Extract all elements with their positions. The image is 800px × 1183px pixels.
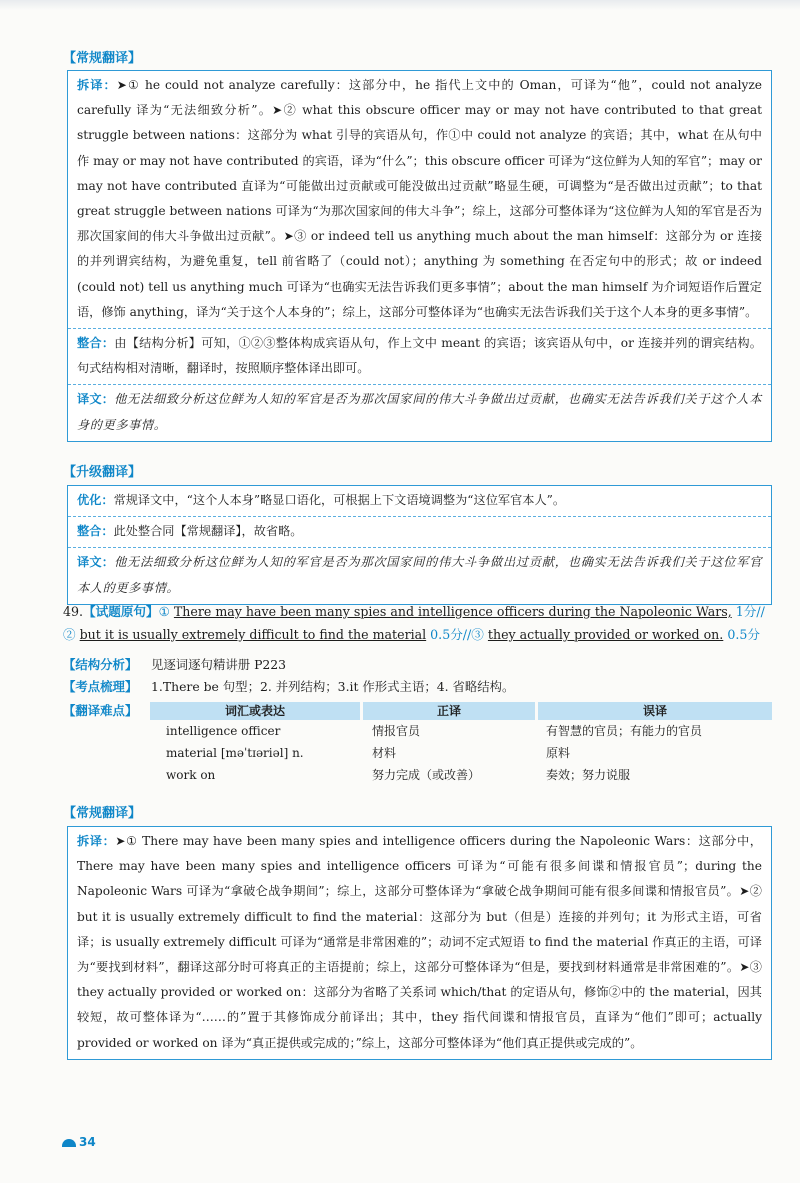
- split-part-1: ➤① There may have been many spies and intelligence officers during the Napoleonic Wars：这部分中，There may have been many spies and intelligence officers 可译为“可能有很多间谍和情报官员”；during the Napoleonic Wars 可译为“拿破仑战争期间”；综上，这部分可整体译为“拿破仑战争期间可能有很多间谍和情报官员”。: [77, 834, 762, 899]
- page-number: [62, 1135, 96, 1149]
- structure-analysis-text: 见逐词逐句精讲册 P223: [151, 657, 287, 672]
- marker-1: ①: [158, 604, 170, 619]
- separator-1: //: [756, 604, 765, 619]
- optimize-row: [68, 486, 771, 517]
- sentence-part-2: but it is usually extremely difficult to find the material: [79, 627, 427, 642]
- regular-translation-box: [67, 70, 772, 442]
- split-part-2: ➤② but it is usually extremely difficult to find the material：这部分为 but（但是）连接的并列句；it 为形式主语，可省译；is usually extremely difficult 可译为“通常是非常困难的”；动词不定式短语 to find the material 作真正的主语，可译为“要找到材料”，翻译这部分时可将真正的主语提前；综上，这部分可整体译为“但是，要找到材料通常是非常困难的”。: [77, 884, 762, 975]
- regular-translation-box-2: [67, 826, 772, 1060]
- correct-cell: 材料: [372, 746, 397, 760]
- correct-cell: 努力完成（或改善）: [372, 768, 481, 782]
- split-translation-row: [68, 71, 771, 329]
- header-expression: 词汇或表达: [224, 704, 285, 718]
- optimize-label: 优化：: [77, 493, 114, 507]
- split-part-3: ➤③ they actually provided or worked on：这部分为省略了关系词 which/that 的定语从句，修饰②中的 the material，因其较短，故可整体译为“……的”置于其修饰成分前译出；其中，they 指代间谍和情报官员，直译为“他们”即可；actually provided or worked on 译为“真正提供或完成的；”综上，这部分可整体译为“他们真正提供或完成的”。: [77, 960, 762, 1050]
- split-part-2: ➤② what this obscure officer may or may not have contributed to that great struggle between nations：这部分为 what 引导的宾语从句，作①中 could not analyze 的宾语；其中，what 在从句中作 may or may not have contributed 的宾语，译为“什么”；this obscure officer 可译为“这位鲜为人知的军官”；may or may not have contributed 直译为“可能做出过贡献或可能没做出过贡献”略显生硬，可调整为“是否做出过贡献”；to that great struggle between nations 可译为“为那次国家间的伟大斗争”；综上，这部分可整体译为“这位鲜为人知的军官是否为那次国家间的伟大斗争做出过贡献”。: [77, 103, 762, 244]
- score-1: 1分: [735, 604, 757, 619]
- split-translation-row: [68, 827, 771, 1059]
- structure-analysis-label: 【结构分析】: [63, 657, 138, 672]
- score-2: 0.5分: [430, 627, 463, 642]
- question-49-original-sentence: [63, 600, 775, 646]
- book-icon: [62, 1139, 76, 1147]
- page-number-text: 34: [79, 1135, 96, 1149]
- marker-3: ③: [471, 627, 484, 642]
- translation-row: [68, 385, 771, 440]
- sentence-part-1: There may have been many spies and intelligence officers during the Napoleonic Wars,: [173, 604, 732, 619]
- wrong-cell: 原料: [546, 746, 571, 760]
- page-top-edge: [0, 0, 800, 10]
- table-row: [150, 764, 772, 786]
- integration-label: 整合：: [77, 524, 114, 539]
- wrong-cell: 奏效；努力说服: [546, 768, 631, 782]
- translation-text: 他无法细致分析这位鲜为人知的军官是否为那次国家间的伟大斗争做出过贡献，也确实无法告诉我们关于这个人本身的更多事情。: [77, 392, 763, 432]
- separator-2: //: [462, 627, 472, 642]
- integration-row: [68, 329, 771, 385]
- vocabulary-table: [150, 702, 772, 786]
- split-label: 拆译：: [77, 834, 116, 848]
- structure-analysis-line: [63, 655, 286, 675]
- sentence-part-3: they actually provided or worked on.: [487, 627, 724, 642]
- integration-label: 整合：: [77, 336, 115, 351]
- expression-cell: intelligence officer: [166, 724, 281, 738]
- section-heading-regular-translation: 【常规翻译】: [63, 51, 142, 66]
- key-points-line: [63, 677, 514, 697]
- key-points-text: 1.There be 句型；2. 并列结构；3.it 作形式主语；4. 省略结构。: [151, 679, 515, 694]
- marker-2: ②: [63, 627, 76, 642]
- difficult-points-label: 【翻译难点】: [63, 703, 138, 718]
- translation-text: 他无法细致分析这位鲜为人知的军官是否为那次国家间的伟大斗争做出过贡献，也确实无法告诉我们关于这位军官本人的更多事情。: [77, 555, 763, 595]
- expression-cell: work on: [166, 768, 216, 782]
- table-row: [150, 742, 772, 764]
- translation-label: 译文：: [77, 392, 115, 407]
- translation-row: [68, 548, 771, 603]
- score-3: 0.5分: [727, 627, 760, 642]
- split-label: 拆译：: [77, 78, 117, 92]
- integration-row: [68, 517, 771, 548]
- expression-cell: material [məˈtɪəriəl] n.: [166, 746, 304, 760]
- correct-cell: 情报官员: [372, 724, 421, 738]
- split-part-3: ➤③ or indeed tell us anything much about the man himself：这部分为 or 连接的并列谓宾结构，为避免重复，tell 前省略了（could not）；anything 为 something 在否定句中的形式；故 or indeed (could not) tell us anything much 可译为“也确实无法告诉我们更多事情”；about the man himself 为介词短语作后置定语，修饰 anything，译为“关于这个人本身的”；综上，这部分可整体译为“也确实无法告诉我们关于这个人本身的更多事情”。: [77, 229, 763, 319]
- optimize-text: 常规译文中，“这个人本身”略显口语化，可根据上下文语境调整为“这位军官本人”。: [113, 493, 566, 507]
- header-correct: 正译: [360, 702, 538, 720]
- integration-text: 此处整合同【常规翻译】，故省略。: [113, 524, 303, 539]
- header-wrong: 误译: [642, 704, 667, 718]
- wrong-cell: 有智慧的官员；有能力的官员: [546, 724, 703, 738]
- table-row: [150, 720, 772, 742]
- key-points-label: 【考点梳理】: [63, 679, 138, 694]
- vocabulary-table-header: [150, 702, 772, 720]
- question-number: 49.: [63, 604, 84, 619]
- split-part-1: ➤① he could not analyze carefully：这部分中，he 指代上文中的 Oman，可译为“他”，could not analyze carefully 译为“无法细致分析”。: [77, 78, 762, 118]
- translation-label: 译文：: [77, 555, 115, 570]
- difficult-points-line: [63, 701, 151, 721]
- section-heading-regular-translation-2: 【常规翻译】: [63, 806, 142, 821]
- section-heading-upgraded-translation: 【升级翻译】: [63, 465, 142, 480]
- original-sentence-label: 【试题原句】: [83, 604, 159, 619]
- upgraded-translation-box: [67, 485, 772, 605]
- integration-text: 由【结构分析】可知，①②③整体构成宾语从句，作上文中 meant 的宾语；该宾语从句中，or 连接并列的谓宾结构。句式结构相对清晰，翻译时，按照顺序整体译出即可。: [77, 336, 762, 376]
